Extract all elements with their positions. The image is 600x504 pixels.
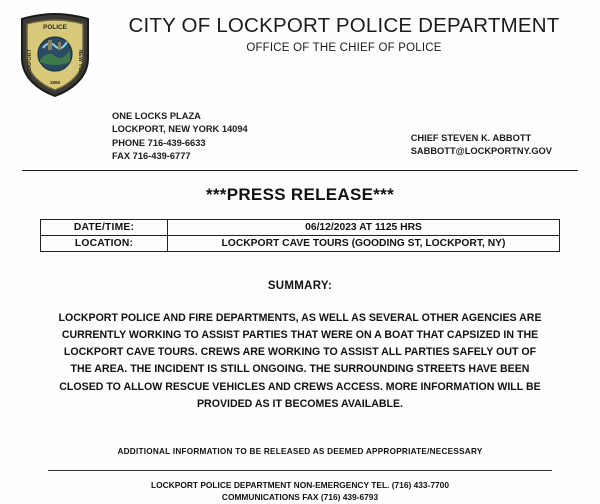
incident-info-table <box>40 219 560 252</box>
address-line-1: ONE LOCKS PLAZA <box>112 111 201 121</box>
footer-divider <box>48 470 552 471</box>
contact-block <box>112 110 586 164</box>
address-block <box>112 110 248 164</box>
chief-block <box>411 110 552 164</box>
department-subtitle: OFFICE OF THE CHIEF OF POLICE <box>246 42 442 54</box>
footer-contact <box>14 479 586 504</box>
letterhead <box>14 10 586 98</box>
police-badge-icon <box>18 12 92 98</box>
chief-name: CHIEF STEVEN K. ABBOTT <box>410 133 532 143</box>
department-title: CITY OF LOCKPORT POLICE DEPARTMENT <box>128 14 560 37</box>
address-line-2: LOCKPORT, NEW YORK 14094 <box>112 124 248 135</box>
table-row <box>41 235 560 251</box>
table-row <box>41 219 560 235</box>
address-phone: PHONE 716-439-6633 <box>112 137 206 148</box>
header-text-block <box>92 10 586 54</box>
svg-text:1865: 1865 <box>49 80 61 85</box>
svg-text:POLICE: POLICE <box>43 24 67 31</box>
row-value-location: LOCKPORT CAVE TOURS (GOODING ST, LOCKPORT, NY) <box>168 235 560 251</box>
address-fax: FAX 716-439-6777 <box>112 151 191 162</box>
page-title: ***PRESS RELEASE*** <box>205 184 395 204</box>
summary-body: LOCKPORT POLICE AND FIRE DEPARTMENTS, AS WELL AS SEVERAL OTHER AGENCIES ARE CURRENTLY WORKING TO ASSIST PARTIES THAT WERE ON A BOAT THAT CAPSIZED IN THE LOCKPORT CAVE TOURS. CREWS ARE WORKING TO ASSIST ALL PARTIES SAFELY OUT OF THE AREA. THE INCIDENT IS STILL ONGOING. THE SURROUNDING STREETS HAVE BEEN CLOSED TO ALLOW RESCUE VEHICLES AND CREWS ACCESS. MORE INFORMATION WILL BE PROVIDED AS IT BECOMES AVAILABLE. <box>58 311 542 410</box>
row-label-location: LOCATION: <box>41 235 168 251</box>
row-value-datetime: 06/12/2023 AT 1125 HRS <box>168 219 560 235</box>
svg-text:NEW YORK: NEW YORK <box>77 49 83 79</box>
footer-line-2: COMMUNICATIONS FAX (716) 439-6793 <box>221 492 379 503</box>
chief-email: SABBOTT@LOCKPORTNY.GOV <box>410 146 552 157</box>
additional-info-note: ADDITIONAL INFORMATION TO BE RELEASED AS DEEMED APPROPRIATE/NECESSARY <box>117 446 483 456</box>
summary-heading: SUMMARY: <box>267 279 333 292</box>
footer-line-1: LOCKPORT POLICE DEPARTMENT NON-EMERGENCY TEL. (716) 433-7700 <box>151 479 449 490</box>
row-label-datetime: DATE/TIME: <box>41 219 168 235</box>
header-divider <box>22 170 578 171</box>
svg-text:LOCKPORT: LOCKPORT <box>27 49 33 79</box>
